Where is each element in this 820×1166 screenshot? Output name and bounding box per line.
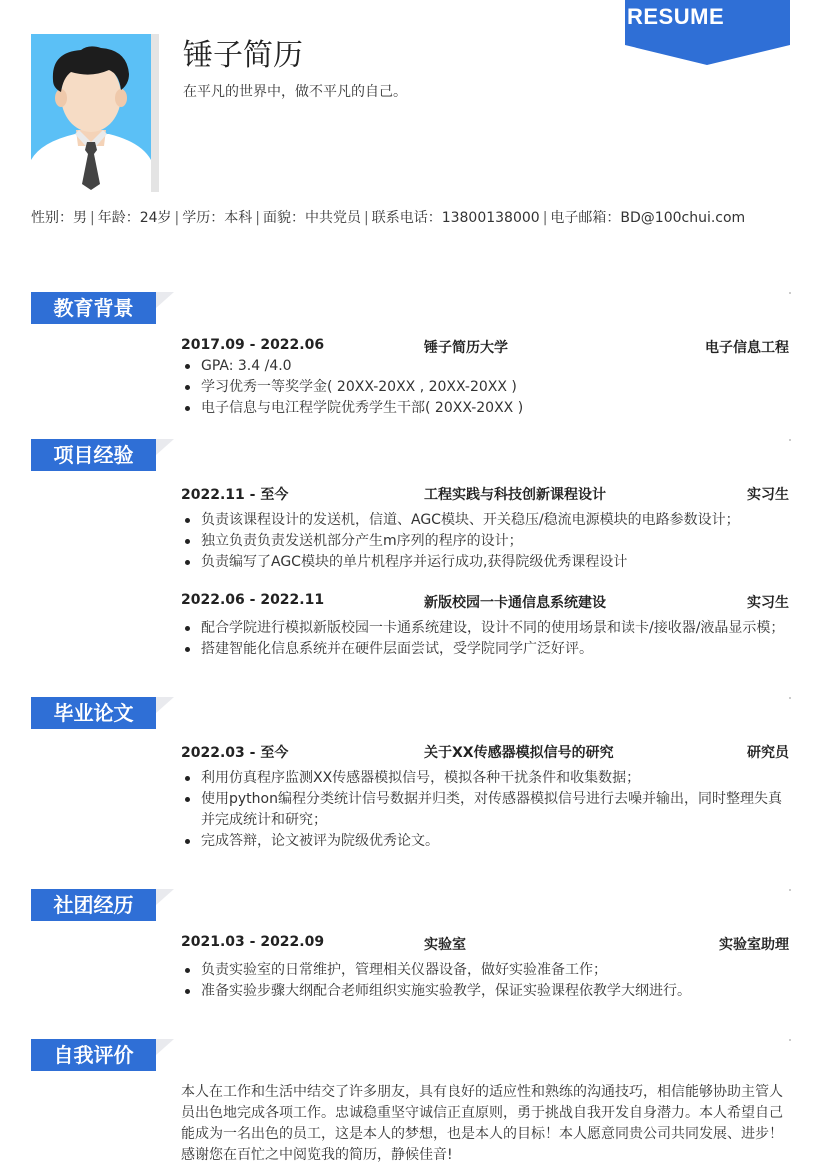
- list-item: 配合学院进行模拟新版校园一卡通系统建设，设计不同的使用场景和读卡/接收器/液晶显示模；: [181, 618, 789, 639]
- section-title: 自我评价: [31, 1039, 156, 1071]
- section-dot: [789, 889, 791, 891]
- entry-date: 2022.06 - 2022.11: [181, 592, 325, 608]
- info-email: 电子邮箱：BD@100chui.com: [550, 210, 746, 226]
- section-thesis: [31, 697, 791, 729]
- personal-info: 性别：男 | 年龄：24岁 | 学历：本科 | 面貌：中共党员 | 联系电话：13800138000 | 电子邮箱：BD@100chui.com: [31, 210, 746, 226]
- club-list: [181, 960, 789, 1002]
- entry-org: 实验室: [424, 937, 466, 953]
- page-title: 锤子简历: [183, 38, 303, 73]
- section-clubs: [31, 889, 791, 921]
- list-item: 使用python编程分类统计信号数据并归类，对传感器模拟信号进行去噪并输出，同时整理失真并完成统计和研究；: [181, 789, 789, 831]
- education-entry-header: [181, 337, 789, 357]
- list-item: 独立负责负责发送机部分产生m序列的程序的设计；: [181, 531, 789, 552]
- section-title: 教育背景: [31, 292, 156, 324]
- info-education: 学历：本科: [182, 210, 253, 226]
- project-list: [181, 618, 789, 660]
- section-title-tail: [156, 1039, 174, 1055]
- entry-project-name: 新版校园一卡通信息系统建设: [424, 595, 606, 611]
- entry-role: 实验室助理: [719, 937, 789, 953]
- section-dot: [789, 292, 791, 294]
- entry-date: 2017.09 - 2022.06: [181, 337, 325, 353]
- section-dot: [789, 697, 791, 699]
- info-politics: 面貌：中共党员: [262, 210, 361, 226]
- list-item: 完成答辩，论文被评为院级优秀论文。: [181, 831, 789, 852]
- section-title: 项目经验: [31, 439, 156, 471]
- list-item: GPA: 3.4 /4.0: [181, 356, 789, 377]
- entry-date: 2022.03 - 至今: [181, 745, 289, 761]
- section-self-evaluation: [31, 1039, 791, 1071]
- list-item: 负责该课程设计的发送机，信道、AGC模块、开关稳压/稳流电源模块的电路参数设计；: [181, 510, 789, 531]
- entry-major: 电子信息工程: [705, 340, 789, 356]
- motto: 在平凡的世界中，做不平凡的自己。: [183, 84, 407, 100]
- thesis-entry-header: [181, 742, 789, 762]
- avatar: [31, 34, 159, 192]
- resume-banner: [625, 0, 790, 65]
- project-entry-header: [181, 484, 789, 504]
- banner-label: RESUME: [627, 4, 725, 29]
- section-dot: [789, 1039, 791, 1041]
- info-age: 年龄：24岁: [97, 210, 172, 226]
- list-item: 搭建智能化信息系统并在硬件层面尝试，受学院同学广泛好评。: [181, 639, 789, 660]
- list-item: 负责实验室的日常维护，管理相关仪器设备，做好实验准备工作；: [181, 960, 789, 981]
- section-dot: [789, 439, 791, 441]
- entry-date: 2022.11 - 至今: [181, 487, 289, 503]
- info-phone: 联系电话：13800138000: [371, 210, 540, 226]
- section-title-tail: [156, 889, 174, 905]
- entry-project-name: 工程实践与科技创新课程设计: [424, 487, 606, 503]
- club-entry-header: [181, 934, 789, 954]
- list-item: 负责编写了AGC模块的单片机程序并运行成功,获得院级优秀课程设计: [181, 552, 789, 573]
- self-evaluation-text: 本人在工作和生活中结交了许多朋友，具有良好的适应性和熟练的沟通技巧，相信能够协助主管人员出色地完成各项工作。忠诚稳重坚守诚信正直原则，勇于挑战自我开发自身潜力。本人希望自己能成为一名出色的员工，这是本人的梦想，也是本人的目标！本人愿意同贵公司共同发展、进步！感谢您在百忙之中阅览我的简历，静候佳音!: [181, 1084, 783, 1163]
- thesis-list: [181, 768, 789, 852]
- list-item: 利用仿真程序监测XX传感器模拟信号，模拟各种干扰条件和收集数据；: [181, 768, 789, 789]
- section-title-tail: [156, 439, 174, 455]
- entry-date: 2021.03 - 2022.09: [181, 934, 325, 950]
- section-education: [31, 292, 791, 324]
- section-title-tail: [156, 697, 174, 713]
- entry-role: 实习生: [747, 595, 789, 611]
- entry-thesis-title: 关于XX传感器模拟信号的研究: [424, 745, 614, 761]
- entry-role: 研究员: [747, 745, 789, 761]
- entry-school: 锤子简历大学: [424, 340, 508, 356]
- project-list: [181, 510, 789, 573]
- project-entry-header: [181, 592, 789, 612]
- section-title: 毕业论文: [31, 697, 156, 729]
- list-item: 准备实验步骤大纲配合老师组织实施实验教学，保证实验课程依教学大纲进行。: [181, 981, 789, 1002]
- education-list: [181, 356, 789, 419]
- list-item: 学习优秀一等奖学金( 20XX-20XX , 20XX-20XX ): [181, 377, 789, 398]
- section-title: 社团经历: [31, 889, 156, 921]
- entry-role: 实习生: [747, 487, 789, 503]
- info-gender: 性别：男: [31, 210, 87, 226]
- section-title-tail: [156, 292, 174, 308]
- list-item: 电子信息与电江程学院优秀学生干部( 20XX-20XX ): [181, 398, 789, 419]
- section-projects: [31, 439, 791, 471]
